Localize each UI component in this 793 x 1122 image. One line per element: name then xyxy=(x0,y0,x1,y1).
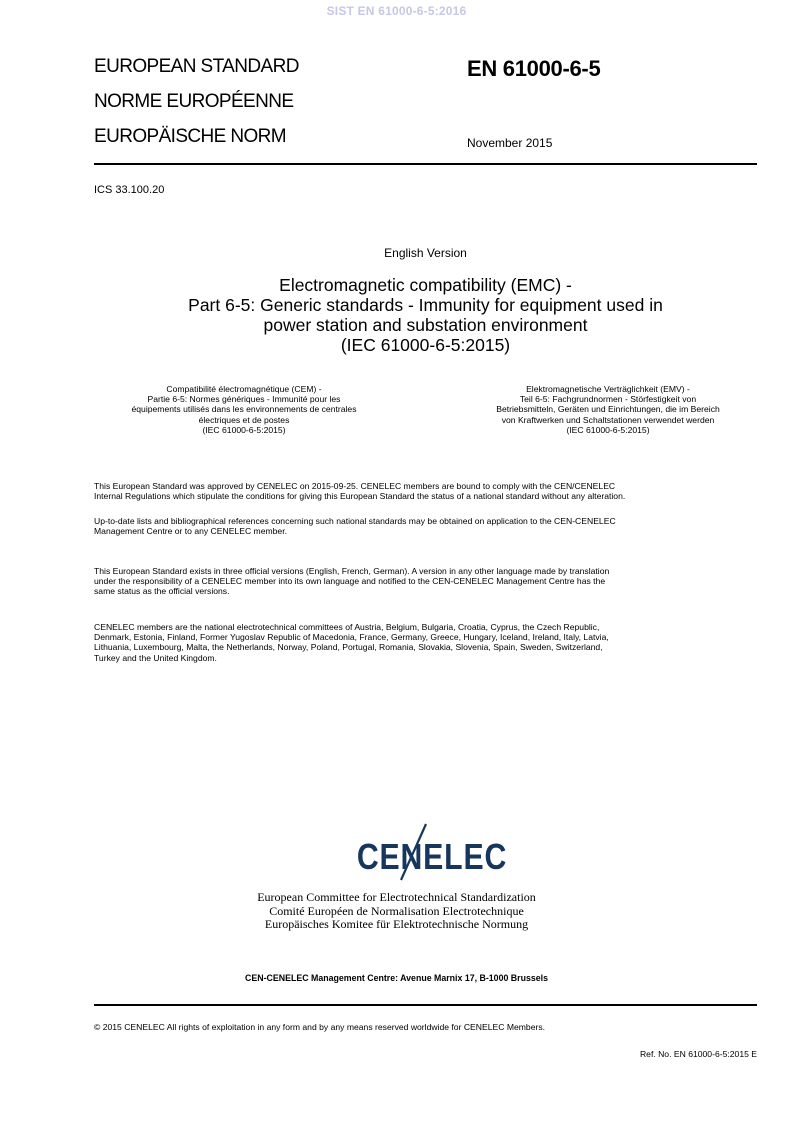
standard-type-en: EUROPEAN STANDARD xyxy=(94,56,299,77)
title-german-line: Teil 6-5: Fachgrundnormen - Störfestigkeit von xyxy=(519,394,697,405)
header-divider xyxy=(94,163,757,165)
paragraph-line: CENELEC members are the national electrotechnical committees of Austria, Belgium, Bulgaria, Croatia, Cyprus, the Czech Republic, xyxy=(94,622,600,632)
standard-type-fr: NORME EUROPÉENNE xyxy=(94,91,294,112)
management-centre-address: CEN-CENELEC Management Centre: Avenue Marnix 17, B-1000 Brussels xyxy=(245,973,548,983)
paragraph-line: Management Centre or to any CENELEC member. xyxy=(94,526,287,537)
committee-name-en: European Committee for Electrotechnical Standardization xyxy=(257,890,536,904)
reference-number: Ref. No. EN 61000-6-5:2015 E xyxy=(639,1049,757,1059)
title-french-line: électriques et de postes xyxy=(198,414,290,425)
paragraph-line: This European Standard was approved by CENELEC on 2015-09-25. CENELEC members are bound to comply with the CEN/CENELEC xyxy=(94,481,616,491)
paragraph-line: This European Standard exists in three official versions (English, French, German). A version in any other language made by translation xyxy=(94,566,610,576)
footer-divider xyxy=(94,1004,757,1006)
committee-name-de: Europäisches Komitee für Elektrotechnische Normung xyxy=(264,917,529,931)
title-french-line: Partie 6-5: Normes génériques - Immunité pour les xyxy=(147,394,341,405)
title-french-line: Compatibilité électromagnétique (CEM) - xyxy=(166,384,322,394)
approval-paragraph xyxy=(94,481,757,501)
title-german xyxy=(459,384,757,435)
standard-number: EN 61000-6-5 xyxy=(467,56,601,81)
title-line: (IEC 61000-6-5:2015) xyxy=(340,335,511,355)
title-line: Part 6-5: Generic standards - Immunity for equipment used in xyxy=(188,295,663,315)
title-line: Electromagnetic compatibility (EMC) - xyxy=(279,275,572,295)
title-french-line: (IEC 61000-6-5:2015) xyxy=(202,424,286,435)
title-german-line: (IEC 61000-6-5:2015) xyxy=(566,424,650,435)
paragraph-line: Turkey and the United Kingdom. xyxy=(94,652,217,663)
references-paragraph xyxy=(94,516,757,536)
title-german-line: Betriebsmitteln, Geräten und Einrichtungen, die im Bereich xyxy=(496,404,720,415)
members-paragraph xyxy=(94,622,757,663)
standard-type-de: EUROPÄISCHE NORM xyxy=(94,126,287,147)
committee-name-fr: Comité Européen de Normalisation Electrotechnique xyxy=(269,903,524,918)
document-title xyxy=(94,275,757,355)
cenelec-logo xyxy=(0,822,793,882)
title-line: power station and substation environment xyxy=(263,315,588,335)
logo-wordmark: CENELEC xyxy=(356,837,508,878)
title-german-line: von Kraftwerken und Schaltstationen verwendet werden xyxy=(501,414,715,425)
ics-code: ICS 33.100.20 xyxy=(94,184,165,196)
publication-date: November 2015 xyxy=(467,136,553,150)
versions-paragraph xyxy=(94,566,757,597)
title-french xyxy=(94,384,394,435)
committee-names xyxy=(0,891,793,932)
english-version-label: English Version xyxy=(384,246,467,260)
title-german-line: Elektromagnetische Verträglichkeit (EMV) - xyxy=(526,384,690,394)
title-french-line: équipements utilisés dans les environnements de centrales xyxy=(131,404,357,415)
paragraph-line: same status as the official versions. xyxy=(94,586,230,597)
paragraph-line: Up-to-date lists and bibliographical references concerning such national standards may be obtained on application to the CEN-CENELEC xyxy=(94,516,616,526)
copyright-notice: © 2015 CENELEC All rights of exploitation in any form and by any means reserved worldwide for CENELEC Members. xyxy=(94,1022,546,1032)
paragraph-line: Lithuania, Luxembourg, Malta, the Netherlands, Norway, Poland, Portugal, Romania, Slovakia, Slovenia, Spain, Sweden, Switzerland, xyxy=(94,642,603,653)
paragraph-line: Denmark, Estonia, Finland, Former Yugoslav Republic of Macedonia, France, Germany, Greece, Hungary, Iceland, Ireland, Italy, Latvia, xyxy=(94,632,609,643)
paragraph-line: Internal Regulations which stipulate the conditions for giving this European Standard the status of a national standard without any alteration. xyxy=(94,491,626,502)
watermark: SIST EN 61000-6-5:2016 xyxy=(326,4,467,18)
paragraph-line: under the responsibility of a CENELEC member into its own language and notified to the CEN-CENELEC Management Centre has the xyxy=(94,576,606,587)
